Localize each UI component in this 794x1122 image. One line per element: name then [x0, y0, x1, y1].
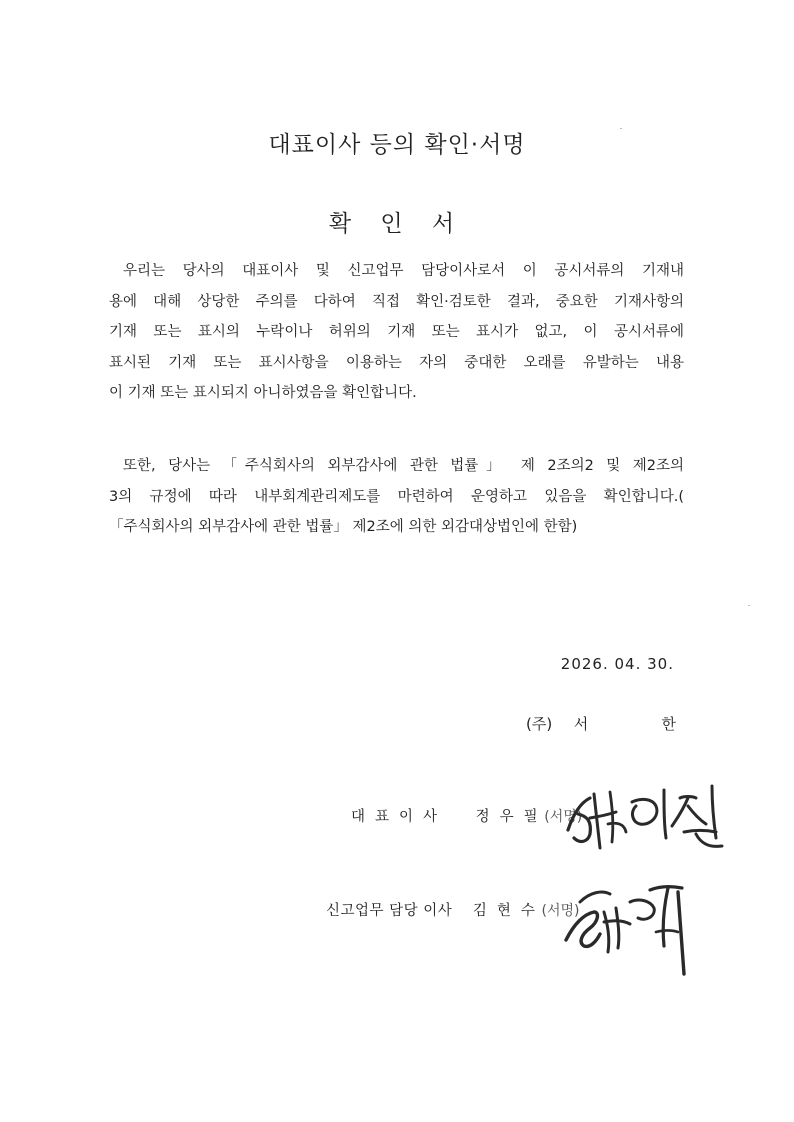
paragraph-2-line-1: 또한, 당사는 「주식회사의 외부감사에 관한 법률」 제 2조의2 및 제2조의	[123, 458, 684, 474]
confirmation-paragraph-2	[109, 451, 684, 543]
ceo-seal-note: (서명)	[544, 809, 583, 825]
paragraph-1-line-3: 기재 또는 표시의 누락이나 허위의 기재 또는 표시가 없고, 이 공시서류에	[109, 324, 684, 340]
disclosure-officer-signature-line	[326, 899, 580, 920]
disclosure-officer-handwritten-signature	[560, 862, 700, 982]
ceo-role: 대표이사	[351, 809, 448, 825]
ceo-signature-line	[351, 805, 582, 826]
company-name	[526, 713, 676, 734]
ceo-name: 정우필	[475, 809, 548, 825]
document-date: 2026. 04. 30.	[560, 655, 674, 673]
paragraph-1-line-1: 우리는 당사의 대표이사 및 신고업무 담당이사로서 이 공시서류의 기재내	[123, 263, 684, 279]
paragraph-2-line-2: 3의 규정에 따라 내부회계관리제도를 마련하여 운영하고 있음을 확인합니다.(	[109, 488, 684, 505]
disclosure-officer-role: 신고업무 담당 이사	[326, 903, 453, 919]
disclosure-officer-seal-note: (서명)	[541, 903, 580, 919]
paragraph-1-line-4: 표시된 기재 또는 표시사항을 이용하는 자의 중대한 오래를 유발하는 내용	[109, 354, 684, 371]
company-name-char-1: 서	[573, 715, 589, 733]
paragraph-1-line-5: 이 기재 또는 표시되지 아니하였음을 확인합니다.	[109, 385, 417, 401]
company-prefix: (주)	[526, 715, 553, 733]
scan-speck	[748, 605, 750, 606]
paragraph-1-line-2: 용에 대해 상당한 주의를 다하여 직접 확인·검토한 결과, 중요한 기재사항의	[109, 293, 684, 310]
document-title: 대표이사 등의 확인·서명	[268, 132, 526, 158]
disclosure-officer-name: 김현수	[472, 903, 545, 919]
confirmation-paragraph-1	[109, 256, 684, 409]
scan-speck	[620, 128, 622, 129]
ceo-handwritten-signature	[560, 772, 730, 862]
company-name-char-2: 한	[661, 715, 676, 733]
paragraph-2-line-3: 「주식회사의 외부감사에 관한 법률」 제2조에 의한 외감대상법인에 한함)	[109, 519, 578, 535]
confirmation-heading: 확 인 서	[328, 211, 466, 237]
